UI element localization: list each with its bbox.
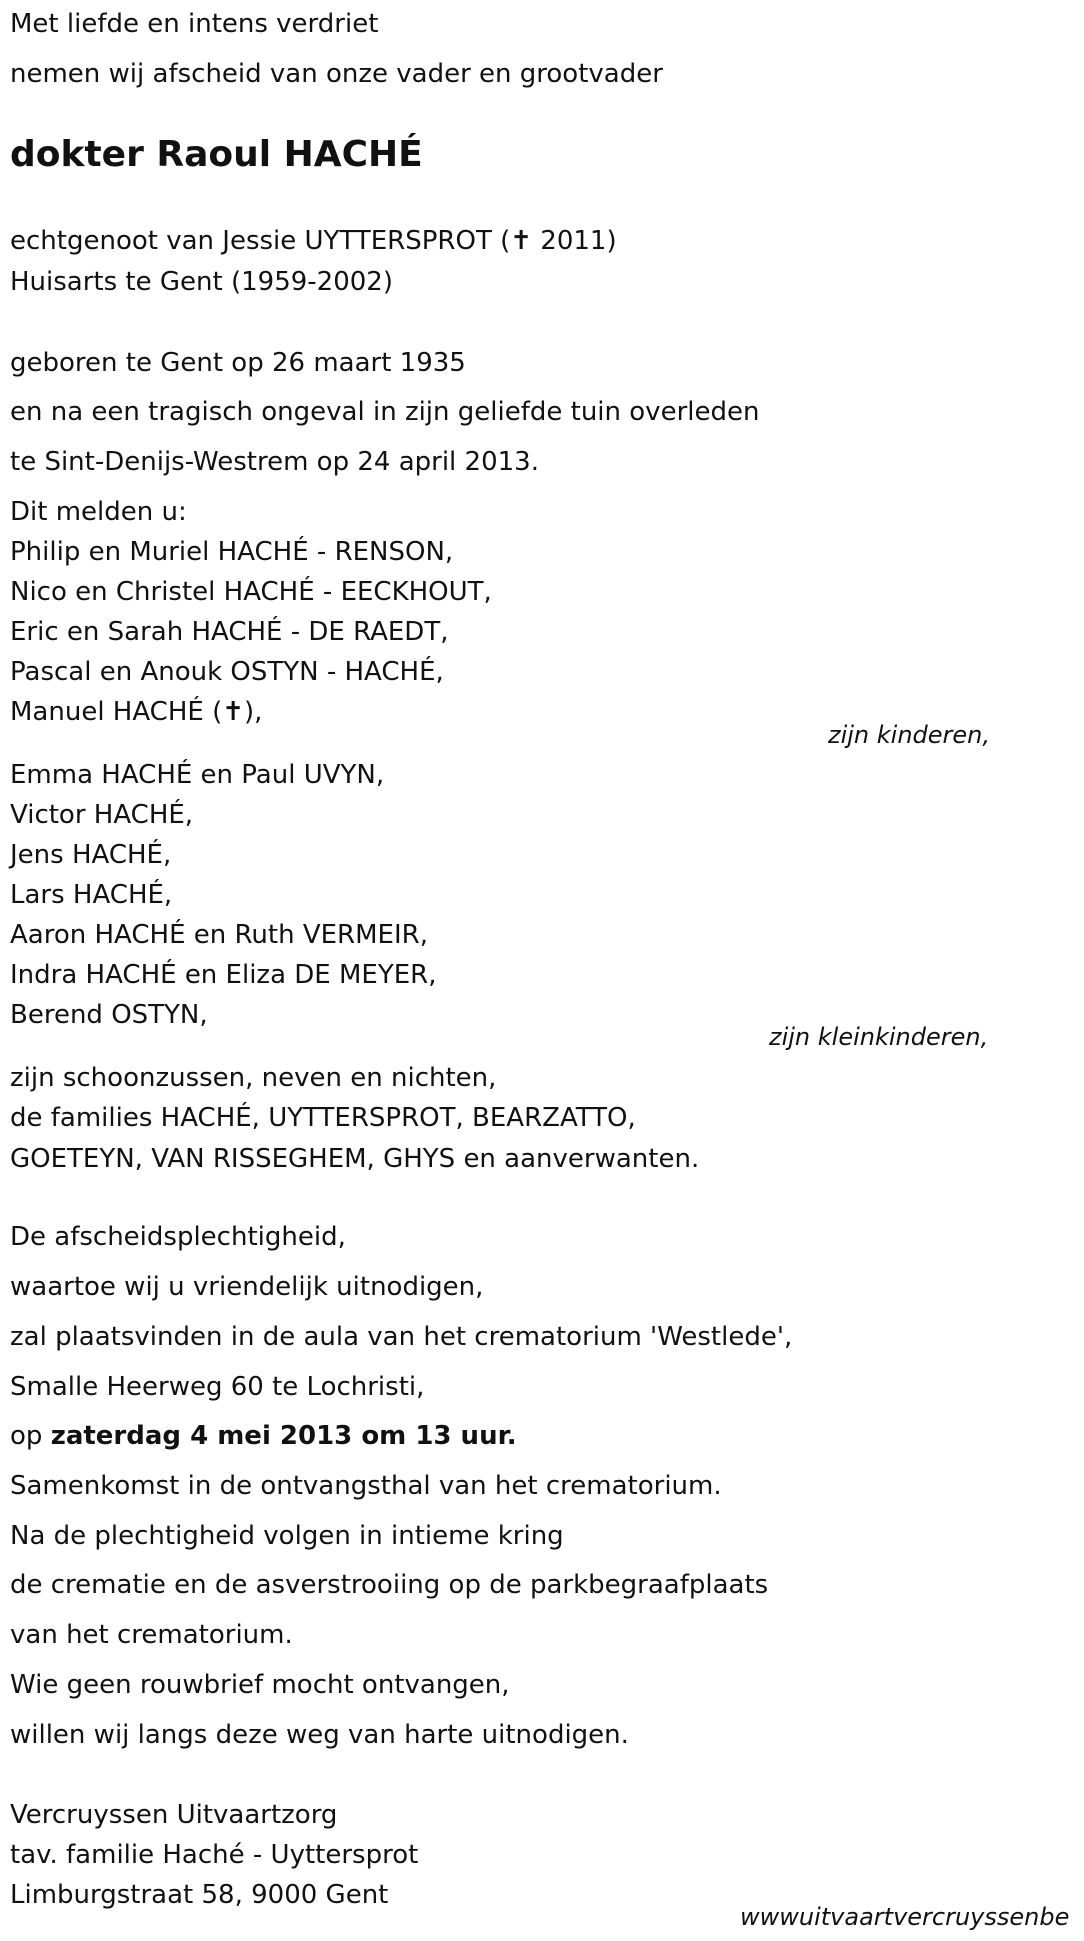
grandchild-line: Emma HACHÉ en Paul UVYN,: [10, 760, 385, 790]
grandchild-line: Indra HACHÉ en Eliza DE MEYER,: [10, 960, 437, 990]
death-line-2: te Sint-Denijs-Westrem op 24 april 2013.: [10, 447, 539, 477]
child-line: Philip en Muriel HACHÉ - RENSON,: [10, 537, 454, 567]
address-line: tav. familie Haché - Uyttersprot: [10, 1840, 419, 1870]
grandchild-line: Berend OSTYN,: [10, 1000, 208, 1030]
grandchild-line: Victor HACHÉ,: [10, 800, 194, 830]
after-line: de crematie en de asverstrooiing op de parkbegraafplaats: [10, 1570, 769, 1600]
after-line: Na de plechtigheid volgen in intieme kring: [10, 1521, 564, 1551]
death-line-1: en na een tragisch ongeval in zijn geliefde tuin overleden: [10, 397, 760, 427]
ceremony-line: De afscheidsplechtigheid,: [10, 1222, 346, 1252]
website-link[interactable]: wwwuitvaartvercruyssenbe: [740, 1903, 1070, 1931]
date-bold: zaterdag 4 mei 2013 om 13 uur.: [50, 1421, 517, 1451]
grandchildren-label: zijn kleinkinderen,: [769, 1023, 989, 1051]
grandchild-line: Lars HACHÉ,: [10, 880, 173, 910]
ceremony-line: waartoe wij u vriendelijk uitnodigen,: [10, 1272, 484, 1302]
children-label: zijn kinderen,: [828, 721, 991, 749]
child-line: Eric en Sarah HACHÉ - DE RAEDT,: [10, 617, 449, 647]
announce-line: Dit melden u:: [10, 497, 187, 527]
grandchild-line: Aaron HACHÉ en Ruth VERMEIR,: [10, 920, 428, 950]
deceased-name: dokter Raoul HACHÉ: [10, 134, 423, 175]
after-line: Wie geen rouwbrief mocht ontvangen,: [10, 1670, 510, 1700]
child-line: Pascal en Anouk OSTYN - HACHÉ,: [10, 657, 444, 687]
family-line: GOETEYN, VAN RISSEGHEM, GHYS en aanverwanten.: [10, 1144, 700, 1174]
ceremony-line: zal plaatsvinden in de aula van het crematorium 'Westlede',: [10, 1322, 793, 1352]
grandchild-line: Jens HACHÉ,: [10, 840, 172, 870]
address-line: Limburgstraat 58, 9000 Gent: [10, 1880, 389, 1910]
address-line: Vercruyssen Uitvaartzorg: [10, 1800, 338, 1830]
child-line: Manuel HACHÉ (✝),: [10, 697, 263, 727]
ceremony-line: Smalle Heerweg 60 te Lochristi,: [10, 1372, 425, 1402]
child-line: Nico en Christel HACHÉ - EECKHOUT,: [10, 577, 492, 607]
intro-line-1: Met liefde en intens verdriet: [10, 9, 379, 39]
after-line: willen wij langs deze weg van harte uitnodigen.: [10, 1720, 629, 1750]
date-prefix: op: [10, 1421, 51, 1451]
family-line: de families HACHÉ, UYTTERSPROT, BEARZATTO,: [10, 1103, 636, 1133]
family-line: zijn schoonzussen, neven en nichten,: [10, 1063, 497, 1093]
spouse-line: echtgenoot van Jessie UYTTERSPROT (✝ 2011): [10, 226, 617, 256]
ceremony-date: [10, 1419, 517, 1453]
after-line: Samenkomst in de ontvangsthal van het crematorium.: [10, 1471, 722, 1501]
intro-line-2: nemen wij afscheid van onze vader en grootvader: [10, 59, 663, 89]
birth-line: geboren te Gent op 26 maart 1935: [10, 348, 466, 378]
after-line: van het crematorium.: [10, 1620, 293, 1650]
occupation-line: Huisarts te Gent (1959-2002): [10, 267, 393, 297]
